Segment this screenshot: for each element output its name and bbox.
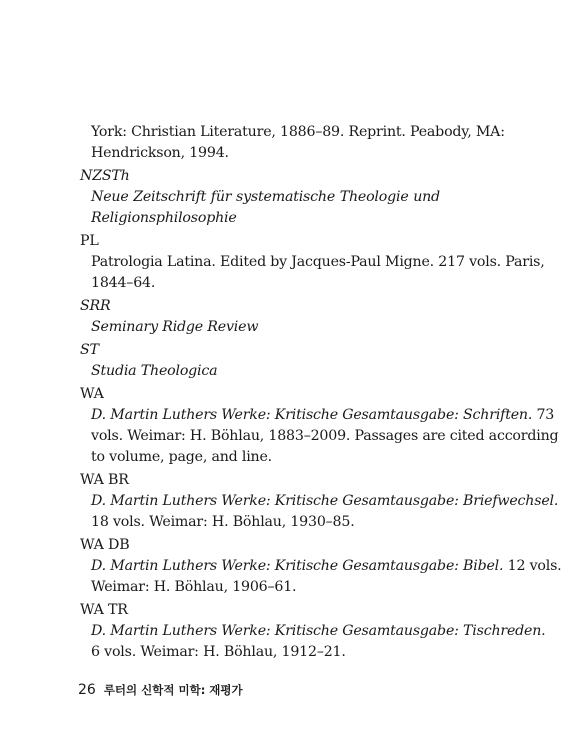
entry-title: D. Martin Luthers Werke: Kritische Gesamtausgabe: Bibel. [91,558,504,574]
entry-text-line [91,491,558,511]
entry-text-line: Hendrickson, 1994. [91,145,229,161]
entry-text-line: 18 vols. Weimar: H. Böhlau, 1930–85. [91,514,355,530]
entry-text-line: York: Christian Literature, 1886–89. Reprint. Peabody, MA: [91,124,505,140]
entry-text: 73 [532,407,555,423]
title-word: Theologie [339,189,409,205]
entry-text-line: Weimar: H. Böhlau, 1906–61. [91,579,297,595]
entry-text-line [91,621,546,641]
entry-title-line: Religionsphilosophie [91,210,237,226]
entry-text-line: 6 vols. Weimar: H. Böhlau, 1912–21. [91,644,346,660]
entry-text: 12 vols. [503,558,562,574]
entry-text-line [91,556,562,576]
title-word: für [210,189,232,205]
entry-text-line [91,405,554,425]
abbreviation-wa: WA [80,386,104,402]
title-word: systematische [236,189,336,205]
entry-title: D. Martin Luthers Werke: Kritische Gesamtausgabe: Briefwechsel. [91,493,559,509]
title-word: Zeitschrift [133,189,207,205]
abbreviation-pl: PL [80,233,99,249]
entry-text-line: vols. Weimar: H. Böhlau, 1883–2009. Passages are cited according [91,428,559,444]
title-word: und [413,189,440,205]
entry-title-line: Seminary Ridge Review [91,319,259,335]
entry-title-line [91,187,440,207]
abbreviation-nzsth: NZSTh [80,168,130,184]
abbreviation-wa-db: WA DB [80,537,130,553]
entry-text-line: 1844–64. [91,275,156,291]
entry-title-line: Studia Theologica [91,363,218,379]
abbreviation-wa-tr: WA TR [80,602,128,618]
abbreviation-srr: SRR [80,298,111,314]
entry-text-line: Patrologia Latina. Edited by Jacques-Paul Migne. 217 vols. Paris, [91,254,545,270]
abbreviation-st: ST [80,342,99,358]
entry-title: D. Martin Luthers Werke: Kritische Gesamtausgabe: Schriften. [91,407,533,423]
page-footer [78,680,243,700]
running-title: 루터의 신학적 미학: 재평가 [103,683,243,697]
page-number: 26 [78,682,96,698]
entry-title: D. Martin Luthers Werke: Kritische Gesamtausgabe: Tischreden. [91,623,546,639]
title-word: Neue [91,189,129,205]
abbreviation-wa-br: WA BR [80,472,129,488]
entry-text-line: to volume, page, and line. [91,449,272,465]
